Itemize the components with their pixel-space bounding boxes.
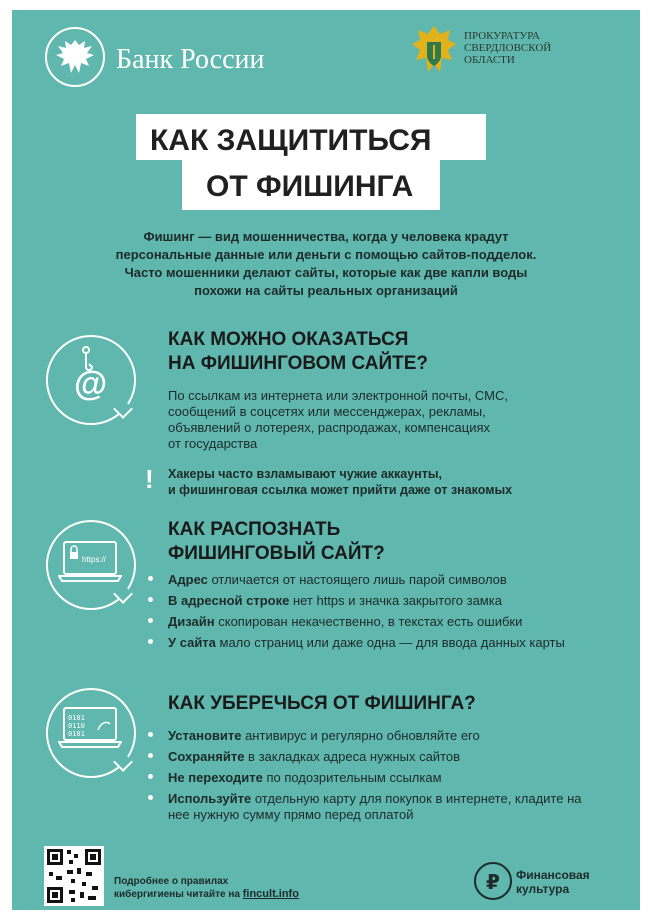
section3-list [168, 728, 618, 828]
fin-culture-logo-text: Финансовая культура [516, 868, 590, 896]
footer-text: Подробнее о правилах кибергигиены читайте на fincult.info [114, 876, 299, 900]
list-item: Дизайн скопирован некачественно, в текстах есть ошибки [168, 614, 618, 630]
list-item: Установите антивирус и регулярно обновляйте его [168, 728, 618, 744]
binary-code-label: 0101 0110 0101 [68, 714, 85, 738]
qr-code[interactable] [44, 846, 104, 906]
list-item: У сайта мало страниц или даже одна — для ввода данных карты [168, 635, 588, 651]
page-title-line1: КАК ЗАЩИТИТЬСЯ [150, 124, 432, 157]
section3-heading: КАК УБЕРЕЧЬСЯ ОТ ФИШИНГА? [168, 693, 476, 714]
list-item: Используйте отдельную карту для покупок в интернете, кладите на нее нужную сумму прямо перед оплатой [168, 791, 588, 823]
title-box-line2 [182, 160, 440, 210]
section2-list [168, 572, 618, 656]
fincult-link[interactable]: fincult.info [242, 888, 299, 900]
list-item: Сохраняйте в закладках адреса нужных сайтов [168, 749, 618, 765]
prosecutor-emblem-icon [410, 24, 458, 78]
title-box-line1 [136, 114, 486, 160]
list-item: Адрес отличается от настоящего лишь парой символов [168, 572, 618, 588]
bank-name: Банк России [116, 44, 265, 75]
intro-text: Фишинг — вид мошенничества, когда у человека крадут персональные данные или деньги с помощью сайтов-подделок. Часто мошенники делают сайты, которые как две капли воды похожи на сайты реальных организаций [115, 229, 537, 298]
https-label: https:// [82, 555, 107, 564]
section1-heading: КАК МОЖНО ОКАЗАТЬСЯ НА ФИШИНГОВОМ САЙТЕ? [168, 329, 429, 374]
phishing-poster [12, 10, 640, 910]
list-item: Не переходите по подозрительным ссылкам [168, 770, 618, 786]
list-item: В адресной строке нет https и значка закрытого замка [168, 593, 618, 609]
ruble-icon: ₽ [474, 862, 512, 900]
section2-heading: КАК РАСПОЗНАТЬ ФИШИНГОВЫЙ САЙТ? [168, 519, 385, 564]
prosecutor-name: ПРОКУРАТУРА СВЕРДЛОВСКОЙ ОБЛАСТИ [464, 30, 552, 66]
page-title-line2: ОТ ФИШИНГА [206, 170, 414, 203]
warning-icon: ! [145, 464, 154, 494]
at-sign-icon: @ [74, 365, 108, 403]
bank-eagle-icon [44, 26, 106, 88]
section1-warning: Хакеры часто взламывают чужие аккаунты, и фишинговая ссылка может прийти даже от знакомых [168, 467, 513, 497]
section1-body: По ссылкам из интернета или электронной почты, СМС, сообщений в соцсетях или мессенджерах, рекламы, объявлений о лотереях, распродажах, компенсациях от государства [168, 388, 508, 451]
